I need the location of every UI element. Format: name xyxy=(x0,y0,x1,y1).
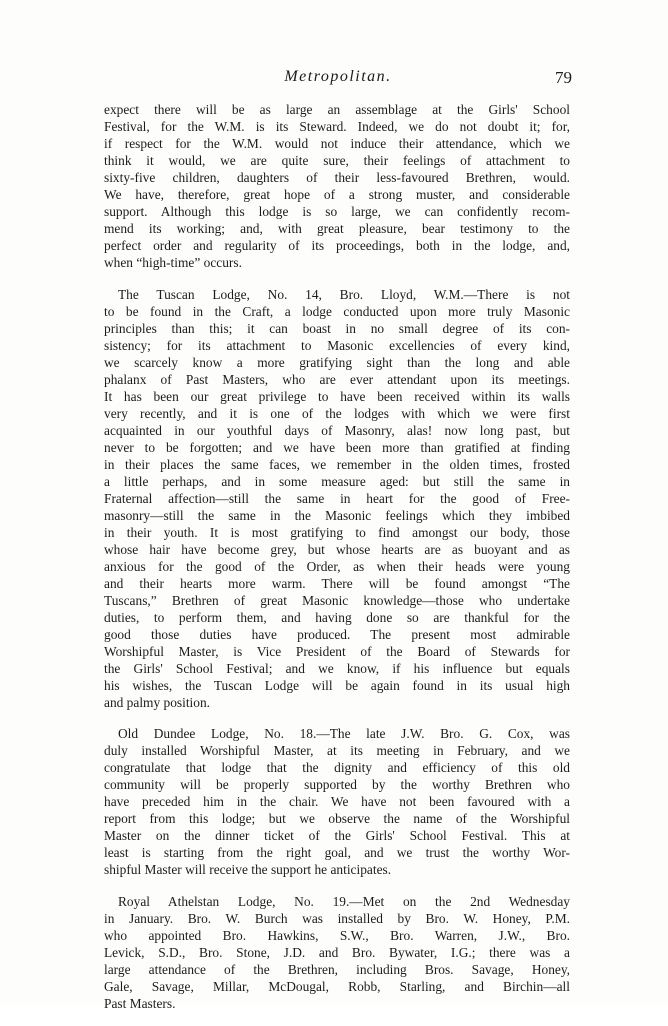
paragraph-tuscan-lodge xyxy=(104,286,570,711)
text-line: anxious for the good of the Order, as when their heads were young xyxy=(104,558,570,574)
text-line: good those duties have produced. The present most admirable xyxy=(104,626,570,642)
text-line: the Girls' School Festival; and we know, if his influence but equals xyxy=(104,660,570,676)
text-line: Old Dundee Lodge, No. 18.—The late J.W. Bro. G. Cox, was xyxy=(118,726,570,741)
page-number: 79 xyxy=(555,68,572,87)
text-line: perfect order and regularity of its proceedings, both in the lodge, and, xyxy=(104,238,570,253)
text-line: duly installed Worshipful Master, at its meeting in February, and we xyxy=(104,743,570,758)
text-line: we scarcely know a more gratifying sight than the long and able xyxy=(104,354,570,370)
text-line: phalanx of Past Masters, who are ever attendant upon its meetings. xyxy=(104,371,570,387)
text-line: The Tuscan Lodge, No. 14, Bro. Lloyd, W.M.—There is not xyxy=(118,286,570,302)
text-line: and palmy position. xyxy=(104,694,211,710)
text-line: duties, to perform them, and having done so are thankful for the xyxy=(104,609,570,625)
running-head xyxy=(104,68,572,92)
text-line: his wishes, the Tuscan Lodge will be again found in its usual high xyxy=(104,677,570,693)
text-line: think it would, we are quite sure, their feelings of attachment to xyxy=(104,153,570,168)
text-line: We have, therefore, great hope of a strong muster, and considerable xyxy=(104,187,570,202)
text-line: whose hair have become grey, but whose hearts are as buoyant and as xyxy=(104,541,570,557)
text-line: report from this lodge; but we observe the name of the Worshipful xyxy=(104,811,570,826)
text-line: least is starting from the right goal, and we trust the worthy Wor- xyxy=(104,845,570,860)
text-line: congratulate that lodge that the dignity and efficiency of this old xyxy=(104,760,570,775)
text-line: Master on the dinner ticket of the Girls' School Festival. This at xyxy=(104,828,570,843)
text-line: Tuscans,” Brethren of great Masonic knowledge—those who undertake xyxy=(104,592,570,608)
text-line: shipful Master will receive the support he anticipates. xyxy=(104,862,392,877)
text-line: in their places the same faces, we remember in the olden times, frosted xyxy=(104,456,570,472)
text-line: a little perhaps, and in some measure aged: but still the same in xyxy=(104,473,570,489)
text-line: when “high-time” occurs. xyxy=(104,255,242,270)
text-line: acquainted in our youthful days of Masonry, alas! now long past, but xyxy=(104,422,570,438)
text-line: who appointed Bro. Hawkins, S.W., Bro. Warren, J.W., Bro. xyxy=(104,927,570,943)
text-line: principles than this; it can boast in no small degree of its con- xyxy=(104,320,570,336)
running-title: Metropolitan. xyxy=(284,68,392,85)
text-line: never to be forgotten; and we have been more than gratified at finding xyxy=(104,439,570,455)
text-line: Levick, S.D., Bro. Stone, J.D. and Bro. Bywater, I.G.; there was a xyxy=(104,944,570,960)
text-line: community will be properly supported by the worthy Brethren who xyxy=(104,777,570,792)
text-line: very recently, and it is one of the lodges with which we were first xyxy=(104,405,570,421)
text-line: to be found in the Craft, a lodge conducted upon more truly Masonic xyxy=(104,303,570,319)
text-line: Worshipful Master, is Vice President of the Board of Stewards for xyxy=(104,643,570,659)
paragraph-metropolitan-continued xyxy=(104,101,570,271)
text-line: if respect for the W.M. would not induce their attendance, which we xyxy=(104,136,570,151)
text-line: support. Although this lodge is so large, we can confidently recom- xyxy=(104,204,570,219)
paragraph-royal-athelstan-lodge xyxy=(104,893,570,1012)
text-line: Fraternal affection—still the same in heart for the good of Free- xyxy=(104,490,570,506)
text-line: large attendance of the Brethren, including Bros. Savage, Honey, xyxy=(104,961,570,977)
text-line: in their youth. It is most gratifying to find amongst our body, those xyxy=(104,524,570,540)
body-text xyxy=(104,101,570,1026)
text-line: have preceded him in the chair. We have not been favoured with a xyxy=(104,794,570,809)
text-line: expect there will be as large an assemblage at the Girls' School xyxy=(104,102,570,117)
text-line: sistency; for its attachment to Masonic excellencies of every kind, xyxy=(104,337,570,353)
text-line: sixty-five children, daughters of their less-favoured Brethren, would. xyxy=(104,170,570,185)
text-line: Past Masters. xyxy=(104,995,176,1011)
text-line: masonry—still the same in the Masonic feelings which they imbibed xyxy=(104,507,570,523)
text-line: and their hearts more warm. There will be found amongst “The xyxy=(104,575,570,591)
paragraph-old-dundee-lodge xyxy=(104,725,570,878)
text-line: Festival, for the W.M. is its Steward. Indeed, we do not doubt it; for, xyxy=(104,119,570,134)
text-line: in January. Bro. W. Burch was installed by Bro. W. Honey, P.M. xyxy=(104,910,570,926)
text-line: Gale, Savage, Millar, McDougal, Robb, Starling, and Birchin—all xyxy=(104,978,570,994)
text-line: mend its working; and, with great pleasure, bear testimony to the xyxy=(104,221,570,236)
text-line: Royal Athelstan Lodge, No. 19.—Met on the 2nd Wednesday xyxy=(118,893,570,909)
text-line: It has been our great privilege to have been received within its walls xyxy=(104,388,570,404)
